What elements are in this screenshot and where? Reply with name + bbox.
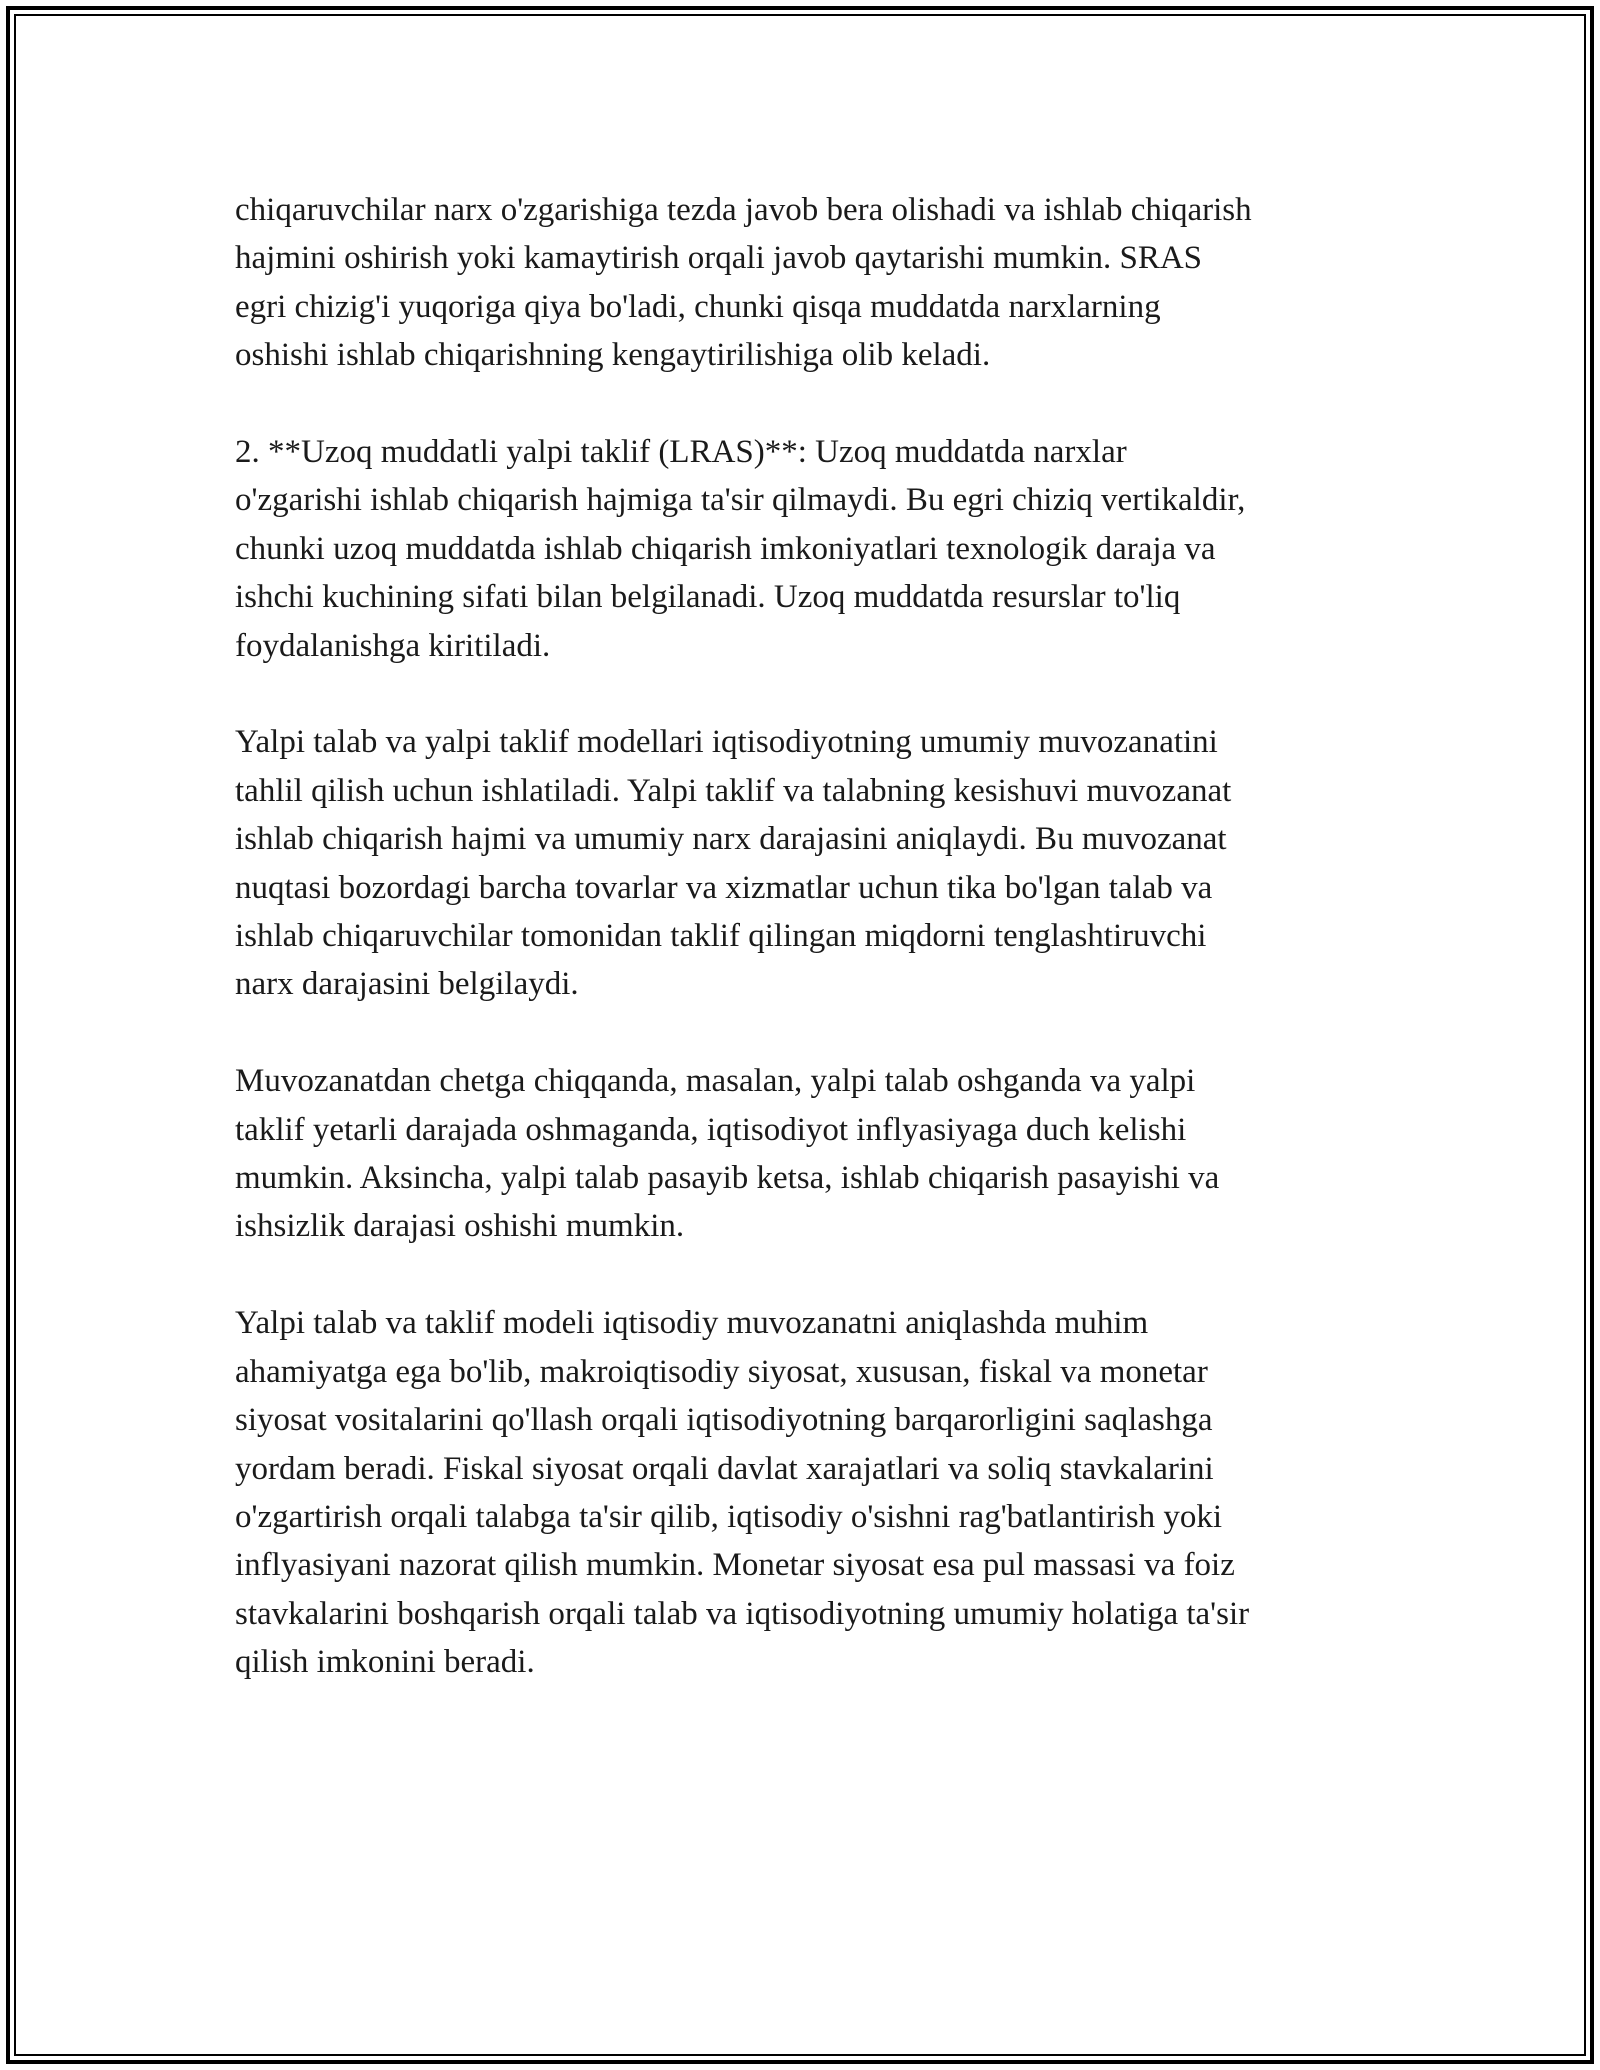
document-body	[235, 186, 1385, 1735]
paragraph-disequilibrium: Muvozanatdan chetga chiqqanda, masalan, yalpi talab oshganda va yalpi taklif yetarli darajada oshmaganda, iqtisodiyot inflyasiyaga duch kelishi mumkin. Aksincha, yalpi talab pasayib ketsa, ishlab chiqarish pasayishi va ishsizlik darajasi oshishi mumkin.	[235, 1063, 1220, 1245]
paragraph-sras-continuation: chiqaruvchilar narx o'zgarishiga tezda javob bera olishadi va ishlab chiqarish hajmini oshirish yoki kamaytirish orqali javob qaytarishi mumkin. SRAS egri chizig'i yuqoriga qiya bo'ladi, chunki qisqa muddatda narxlarning oshishi ishlab chiqarishning kengaytirilishiga olib keladi.	[235, 192, 1252, 374]
paragraph-policy: Yalpi talab va taklif modeli iqtisodiy muvozanatni aniqlashda muhim ahamiyatga ega bo'lib, makroiqtisodiy siyosat, xususan, fiskal va monetar siyosat vositalarini qo'llash orqali iqtisodiyotning barqarorligini saqlashga yordam beradi. Fiskal siyosat orqali davlat xarajatlari va soliq stavkalarini o'zgartirish orqali talabga ta'sir qilib, iqtisodiy o'sishni rag'batlantirish yoki inflyasiyani nazorat qilish mumkin. Monetar siyosat esa pul massasi va foiz stavkalarini boshqarish orqali talab va iqtisodiyotning umumiy holatiga ta'sir qilish imkonini beradi.	[235, 1305, 1250, 1681]
paragraph-lras: 2. **Uzoq muddatli yalpi taklif (LRAS)**: Uzoq muddatda narxlar o'zgarishi ishlab chiqarish hajmiga ta'sir qilmaydi. Bu egri chiziq vertikaldir, chunki uzoq muddatda ishlab chiqarish imkoniyatlari texnologik daraja va ishchi kuchining sifati bilan belgilanadi. Uzoq muddatda resurslar to'liq foydalanishga kiritiladi.	[235, 434, 1246, 664]
paragraph-equilibrium-model: Yalpi talab va yalpi taklif modellari iqtisodiyotning umumiy muvozanatini tahlil qilish uchun ishlatiladi. Yalpi taklif va talabning kesishuvi muvozanat ishlab chiqarish hajmi va umumiy narx darajasini aniqlaydi. Bu muvozanat nuqtasi bozordagi barcha tovarlar va xizmatlar uchun tika bo'lgan talab va ishlab chiqaruvchilar tomonidan taklif qilingan miqdorni tenglashtiruvchi narx darajasini belgilaydi.	[235, 724, 1232, 1003]
